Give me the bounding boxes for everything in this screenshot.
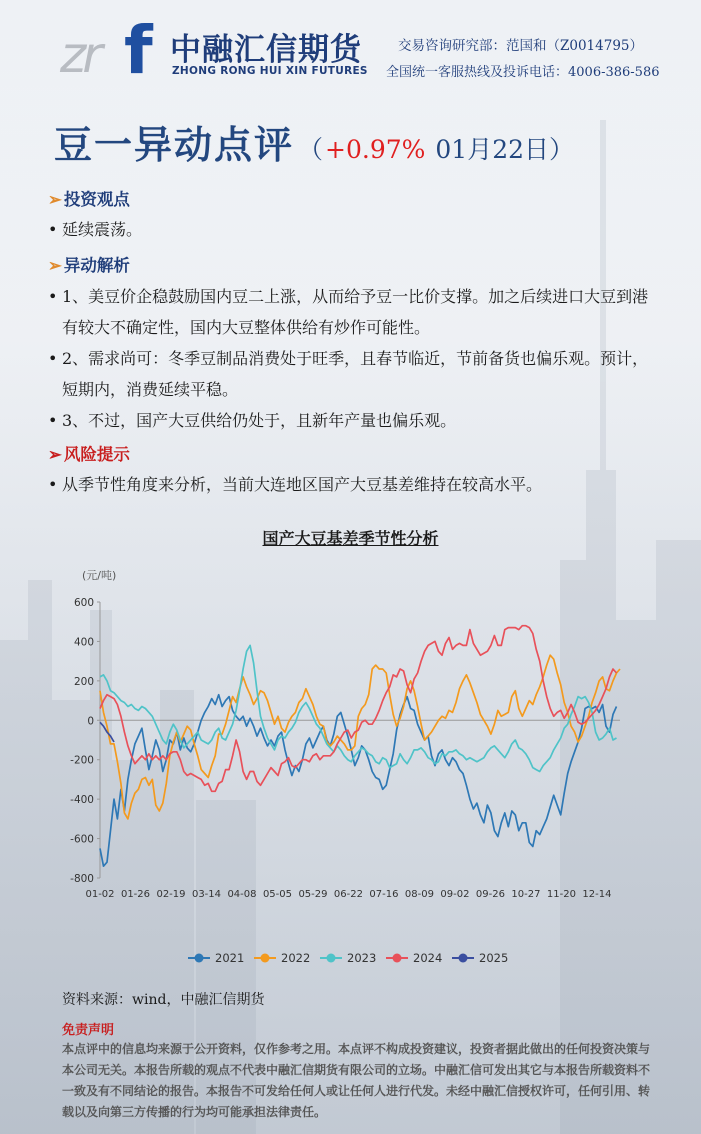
y-tick-label: 600: [73, 597, 94, 609]
legend-swatch-marker: [327, 954, 336, 963]
legend-label: 2022: [281, 951, 311, 965]
title-date: 01月22日）: [435, 135, 575, 164]
x-tick-label: 07-16: [369, 889, 399, 900]
y-tick-label: -200: [70, 754, 94, 767]
bullet-icon: •: [48, 411, 58, 430]
section-analysis: [48, 252, 130, 276]
analyst-info: 交易咨询研究部：范国和（Z0014795）: [398, 38, 644, 54]
x-tick-label: 05-29: [298, 889, 328, 900]
title-main: 豆一异动点评: [54, 122, 295, 167]
legend-swatch-marker: [393, 954, 402, 963]
x-tick-label: 04-08: [227, 889, 257, 900]
list-item: [48, 405, 658, 436]
legend-label: 2025: [479, 951, 509, 965]
y-axis-unit-label: (元/吨): [82, 569, 117, 582]
legend-label: 2024: [413, 951, 443, 965]
legend-swatch-marker: [195, 954, 204, 963]
list-item-text: 1、美豆价企稳鼓励国内豆二上涨，从而给予豆一比价支撑。加之后续进口大豆到港有较大不确定性，国内大豆整体供给有炒作可能性。: [62, 287, 649, 337]
x-tick-label: 09-26: [475, 889, 505, 900]
arrow-icon: ➢: [48, 445, 62, 464]
list-item: [48, 343, 658, 405]
x-tick-label: 12-14: [582, 889, 612, 900]
bullet-icon: •: [48, 220, 58, 239]
list-item-text: 延续震荡。: [62, 220, 143, 239]
y-tick-label: 200: [73, 675, 94, 688]
basis-seasonal-chart: [60, 555, 640, 985]
disclaimer-title: 免责声明: [62, 1023, 115, 1038]
price-change: +0.97%: [325, 135, 426, 164]
y-tick-label: 0: [87, 715, 94, 728]
bullet-icon: •: [48, 349, 58, 368]
legend-swatch-marker: [459, 954, 468, 963]
legend-label: 2021: [215, 951, 245, 965]
x-tick-label: 03-14: [191, 889, 222, 900]
x-tick-label: 02-19: [156, 889, 186, 900]
list-item: [48, 214, 658, 245]
list-item-text: 从季节性角度来分析，当前大连地区国产大豆基差维持在较高水平。: [62, 475, 543, 494]
logo-company-name: 中融汇信期货: [170, 32, 362, 68]
logo-mark-zr: zr: [60, 26, 99, 84]
x-tick-label: 10-27: [511, 889, 541, 900]
logo-mark-f: f: [124, 12, 153, 89]
series-line-2024: [100, 626, 617, 792]
page-title: [54, 114, 575, 167]
y-tick-label: -800: [70, 873, 94, 885]
x-tick-label: 11-20: [546, 889, 576, 900]
y-tick-label: -400: [70, 794, 94, 807]
section-title: 风险提示: [63, 445, 130, 464]
arrow-icon: ➢: [48, 190, 62, 209]
x-tick-label: 08-09: [404, 889, 434, 900]
series-line-2022: [100, 655, 620, 819]
section-title: 投资观点: [63, 190, 130, 209]
disclaimer-body: 本点评中的信息均来源于公开资料，仅作参考之用。本点评不构成投资建议，投资者据此做出的任何投资决策与本公司无关。本报告所载的观点不代表中融汇信期货有限公司的立场。中融汇信可发出其它与本报告所载资料不一致及有不同结论的报告。本报告不可发给任何人或让任何人进行代发。未经中融汇信授权许可，任何引用、转载以及向第三方传播的行为均可能承担法律责任。: [62, 1042, 651, 1119]
arrow-icon: ➢: [48, 256, 62, 275]
list-item: [48, 281, 658, 343]
x-tick-label: 01-02: [85, 889, 115, 900]
y-tick-label: 400: [73, 636, 94, 649]
chart-title: 国产大豆基差季节性分析: [262, 529, 439, 548]
company-logo: [60, 12, 380, 89]
section-title: 异动解析: [63, 256, 130, 275]
bullet-icon: •: [48, 475, 58, 494]
section-investment-view: [48, 186, 130, 210]
x-tick-label: 09-02: [440, 889, 470, 900]
x-tick-label: 06-22: [333, 889, 363, 900]
y-tick-label: -600: [70, 833, 94, 846]
logo-company-name-en: ZHONG RONG HUI XIN FUTURES: [172, 65, 368, 77]
section-risk: [48, 441, 130, 465]
bullet-icon: •: [48, 287, 58, 306]
title-paren: （: [298, 135, 324, 164]
list-item-text: 2、需求尚可：冬季豆制品消费处于旺季，且春节临近，节前备货也偏乐观。预计，短期内，消费延续平稳。: [62, 349, 649, 399]
x-tick-label: 05-05: [262, 889, 293, 900]
x-tick-label: 01-26: [120, 889, 151, 900]
legend-swatch-marker: [261, 954, 270, 963]
legend-label: 2023: [347, 951, 377, 965]
list-item: [48, 469, 658, 500]
data-source: 资料来源：wind，中融汇信期货: [62, 992, 265, 1008]
list-item-text: 3、不过，国产大豆供给仍处于，且新年产量也偏乐观。: [62, 411, 457, 430]
hotline-info: 全国统一客服热线及投诉电话：4006-386-586: [386, 65, 660, 80]
